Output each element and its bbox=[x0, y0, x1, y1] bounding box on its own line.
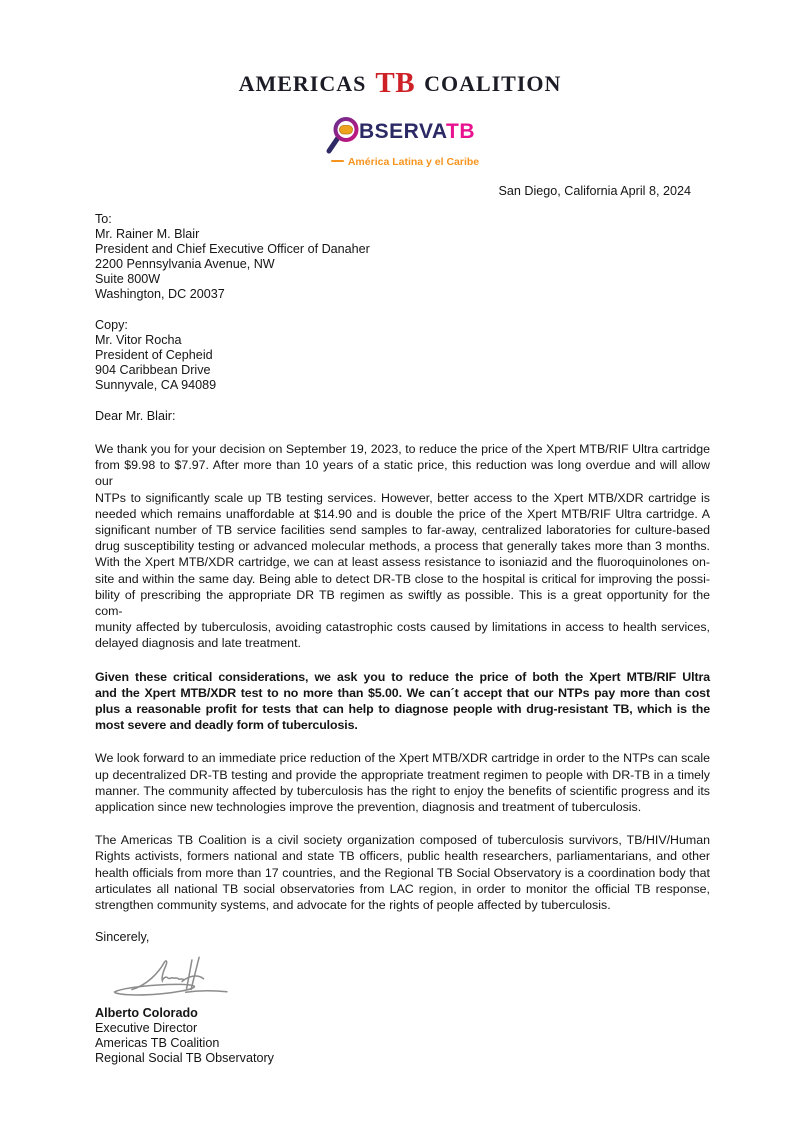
letter-paragraphs bbox=[95, 441, 710, 913]
text-line: 2200 Pennsylvania Avenue, NW bbox=[95, 257, 275, 271]
paragraph-line: up decentralized DR-TB testing and provide the appropriate treatment regimen to people with DR-TB in a timely bbox=[95, 767, 710, 782]
letter-paragraph bbox=[95, 750, 710, 815]
text-line: To: bbox=[95, 212, 112, 226]
paragraph-line: With the Xpert MTB/XDR cartridge, we can at least assess resistance to isoniazid and the fluoroquinolones on- bbox=[95, 555, 710, 570]
org-name-prefix: AMERICAS bbox=[238, 71, 367, 96]
dateline: San Diego, California April 8, 2024 bbox=[498, 184, 691, 198]
magnifier-icon bbox=[325, 114, 361, 156]
paragraph-line: manner. The community affected by tuberculosis has the right to enjoy the benefits of scientific progress and its bbox=[95, 783, 710, 798]
text-line: 904 Caribbean Drive bbox=[95, 363, 211, 377]
text-line: Washington, DC 20037 bbox=[95, 287, 225, 301]
paragraph-line: strengthen community systems, and advocate for the rights of people affected by tuberculosis. bbox=[95, 898, 611, 913]
letter-paragraph bbox=[95, 441, 710, 652]
paragraph-line: and the Xpert MTB/XDR test to no more than $5.00. We can´t accept that our NTPs pay more than cost bbox=[95, 685, 710, 700]
text-line: President of Cepheid bbox=[95, 348, 213, 362]
text-line: Mr. Vitor Rocha bbox=[95, 333, 182, 347]
signature-image bbox=[99, 951, 249, 1003]
logo-subtitle bbox=[0, 156, 800, 168]
paragraph-line: bility of prescribing the appropriate DR TB regimen as swiftly as possible. This is a great opportunity for the com- bbox=[95, 587, 710, 619]
letter-content bbox=[95, 184, 710, 1066]
paragraph-line: site and within the same day. Being able to detect DR-TB close to the hospital is critical for improving the possi- bbox=[95, 571, 710, 586]
paragraph-line: munity affected by tuberculosis, avoiding catastrophic costs caused by limitations in access to health services, bbox=[95, 620, 710, 635]
text-line: Suite 800W bbox=[95, 272, 161, 286]
text-line: Copy: bbox=[95, 318, 128, 332]
copy-block bbox=[95, 318, 710, 393]
text-line: Mr. Rainer M. Blair bbox=[95, 227, 200, 241]
logo-wordmark-rest: BSERVA bbox=[358, 120, 447, 143]
org-header bbox=[0, 0, 800, 99]
paragraph-line: The Americas TB Coalition is a civil society organization composed of tuberculosis survivors, TB/HIV/Human bbox=[95, 833, 710, 848]
logo-dash-icon bbox=[331, 160, 344, 162]
paragraph-line: Given these critical considerations, we ask you to reduce the price of both the Xpert MTB/RIF Ultra bbox=[95, 669, 710, 684]
org-name-tb: TB bbox=[375, 67, 416, 99]
logo-subtitle-text: América Latina y el Caribe bbox=[347, 156, 480, 168]
paragraph-line: We thank you for your decision on September 19, 2023, to reduce the price of the Xpert MTB/RIF Ultra cartridge bbox=[95, 442, 710, 456]
paragraph-line: health officials from more than 17 countries, and the Regional TB Social Observatory is a coordination body that bbox=[95, 865, 710, 880]
paragraph-line: We look forward to an immediate price reduction of the Xpert MTB/XDR cartridge in order to the NTPs can scale bbox=[95, 751, 710, 766]
paragraph-line: articulates all national TB social observatories from LAC region, in order to monitor the official TB response, bbox=[95, 881, 710, 896]
paragraph-line: plus a reasonable profit for tests that can help to diagnose people with drug-resistant TB, which is the bbox=[95, 702, 710, 717]
text-line: Americas TB Coalition bbox=[95, 1036, 220, 1051]
paragraph-line: significant number of TB service facilities send samples to far-away, centralized laboratories for culture-based bbox=[95, 523, 710, 538]
org-name-suffix: COALITION bbox=[424, 71, 562, 96]
text-line: Executive Director bbox=[95, 1021, 198, 1036]
text-line: Regional Social TB Observatory bbox=[95, 1051, 274, 1066]
letter-paragraph bbox=[95, 669, 710, 734]
paragraph-line: NTPs to significantly scale up TB testing services. However, better access to the Xpert MTB/XDR cartridge is bbox=[95, 490, 710, 505]
paragraph-line: Rights activists, formers national and state TB officers, public health researchers, parliamentarians, and other bbox=[95, 849, 710, 864]
text-line: President and Chief Executive Officer of Danaher bbox=[95, 242, 370, 256]
signer-name: Alberto Colorado bbox=[95, 1006, 198, 1021]
salutation: Dear Mr. Blair: bbox=[95, 409, 176, 423]
paragraph-line: from $9.98 to $7.97. After more than 10 years of a static price, this reduction was long overdue and will allow our bbox=[95, 458, 710, 489]
paragraph-line: application since new technologies improve the prevention, diagnosis and treatment of tuberculosis. bbox=[95, 800, 642, 815]
signer-titles bbox=[95, 1021, 710, 1066]
paragraph-line: most severe and deadly form of tuberculosis. bbox=[95, 718, 358, 733]
paragraph-line: drug susceptibility testing or advanced molecular methods, a process that generally takes more than 3 months. bbox=[95, 539, 710, 554]
paragraph-line: needed which remains unaffordable at $14.90 and is double the price of the Xpert MTB/RIF Ultra cartridge. A bbox=[95, 506, 710, 521]
closing: Sincerely, bbox=[95, 930, 150, 945]
recipient-block bbox=[95, 212, 710, 302]
text-line: Sunnyvale, CA 94089 bbox=[95, 378, 217, 392]
paragraph-line: delayed diagnosis and late treatment. bbox=[95, 636, 301, 651]
letter-paragraph bbox=[95, 832, 710, 913]
observatb-logo bbox=[0, 111, 800, 168]
logo-wordmark-tb: TB bbox=[446, 120, 476, 143]
